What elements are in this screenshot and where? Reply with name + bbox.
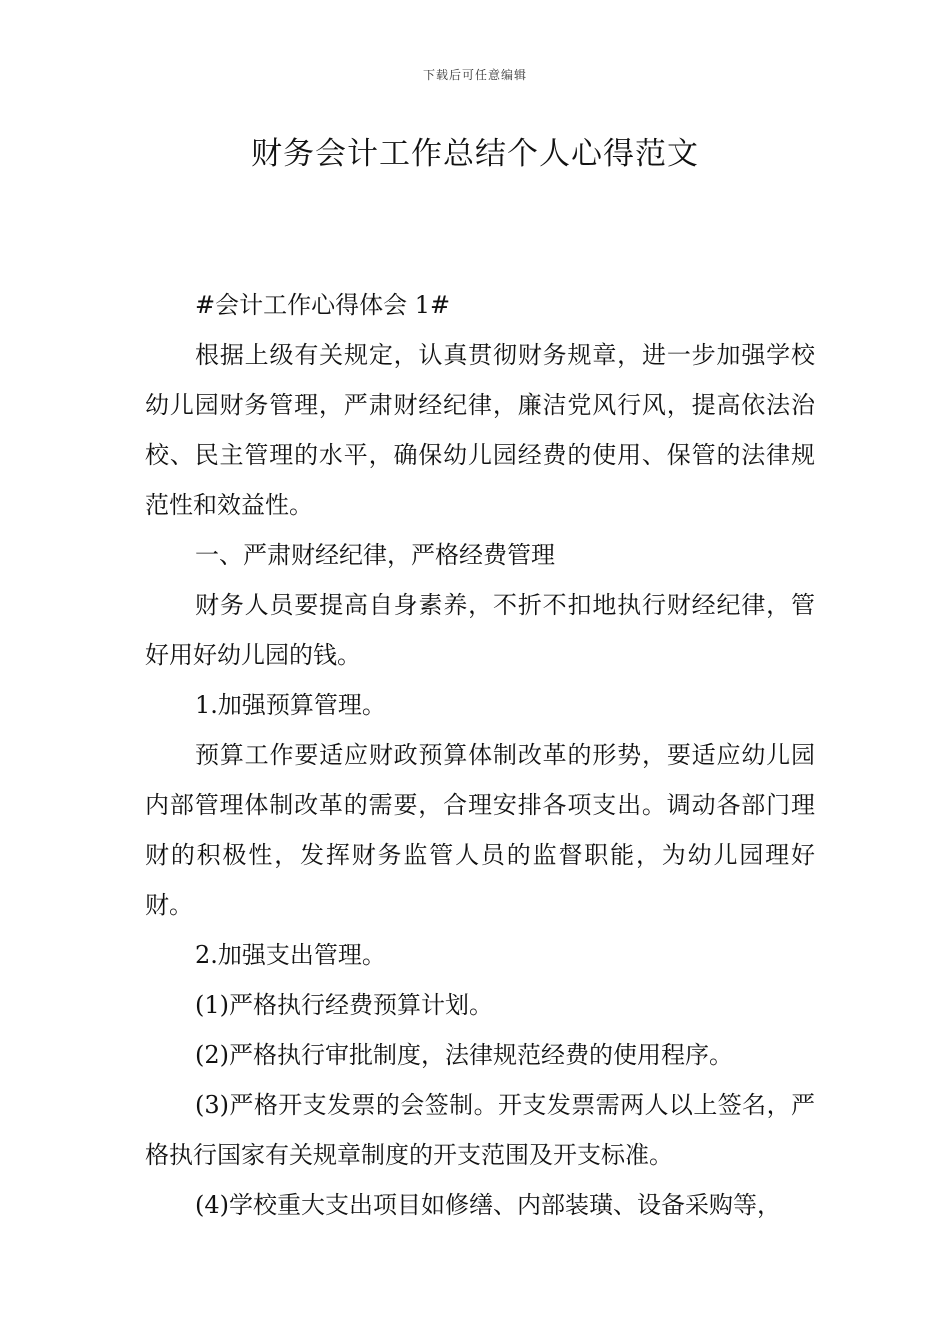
paragraph: 财务人员要提高自身素养，不折不扣地执行财经纪律，管好用好幼儿园的钱。 <box>145 591 815 669</box>
section-heading-1: #会计工作心得体会 1# <box>195 291 451 319</box>
document-body <box>145 280 815 1230</box>
header-note: 下载后可任意编辑 <box>422 68 527 82</box>
list-item: (3)严格开支发票的会签制。开支发票需两人以上签名，严格执行国家有关规章制度的开支范围及开支标准。 <box>145 1091 815 1169</box>
list-item: (4)学校重大支出项目如修缮、内部装璜、设备采购等， <box>195 1191 781 1219</box>
list-item: (1)严格执行经费预算计划。 <box>195 991 493 1019</box>
document-title: 财务会计工作总结个人心得范文 <box>251 136 699 172</box>
intro-paragraph: 根据上级有关规定，认真贯彻财务规章，进一步加强学校幼儿园财务管理，严肃财经纪律，廉洁党风行风，提高依法治校、民主管理的水平，确保幼儿园经费的使用、保管的法律规范性和效益性。 <box>145 341 815 519</box>
list-item: (2)严格执行审批制度，法律规范经费的使用程序。 <box>195 1041 733 1069</box>
paragraph: 预算工作要适应财政预算体制改革的形势，要适应幼儿园内部管理体制改革的需要，合理安排各项支出。调动各部门理财的积极性，发挥财务监管人员的监督职能，为幼儿园理好财。 <box>145 741 815 919</box>
section-heading-one: 一、严肃财经纪律，严格经费管理 <box>195 541 555 569</box>
subheading-budget: 1.加强预算管理。 <box>195 691 386 719</box>
subheading-expenditure: 2.加强支出管理。 <box>195 941 386 969</box>
